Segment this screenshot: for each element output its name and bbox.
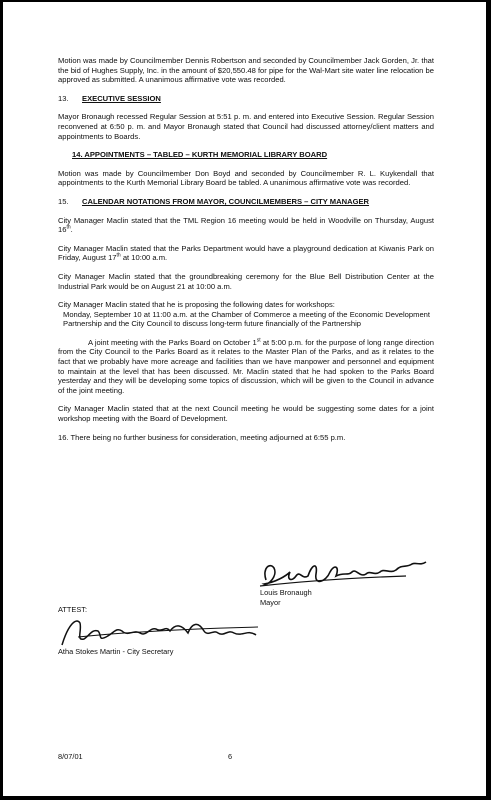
motion-hughes-paragraph: Motion was made by Councilmember Dennis Robertson and seconded by Councilmember Jack Gorden, Jr. that the bid of Hughes Supply, Inc. in the amount of $20,550.48 for pipe for the Wal-Mart site water line relocation be approved as submitted. A unanimous affirmative vote was recorded. [58,56,434,85]
item-13-title: EXECUTIVE SESSION [82,93,161,103]
attest-label: ATTEST: [58,605,88,614]
tml-text: City Manager Maclin stated that the TML Region 16 meeting would be held in Woodville on Thursday, August 16 [58,215,434,235]
parks-end: at 10:00 a.m. [120,253,168,263]
next-meeting-paragraph: City Manager Maclin stated that at the next Council meeting he would be suggesting some dates for a joint workshop meeting with the Board of Development. [58,404,434,424]
secretary-line: Atha Stokes Martin - City Secretary [58,647,174,656]
item-15-title: CALENDAR NOTATIONS FROM MAYOR, COUNCILMEMBERS – CITY MANAGER [82,196,370,206]
footer-date: 8/07/01 [58,752,83,761]
tml-sup: th [66,224,71,231]
footer-page-number: 6 [228,752,233,761]
document-body [58,56,434,451]
item-13-number: 13. [58,93,69,103]
parks-text: City Manager Maclin stated that the Parks Department would have a playground dedication at Kiwanis Park on Friday, August 17 [58,243,434,263]
scan-border-right [486,0,491,800]
joint-text-b: at 5:00 p.m. for the purpose of long range direction from the City Council to the Parks Board as it relates to the Master Plan of the Parks, and as it relates to the fact that we probably have more acreage and facilities than we have manpower and personnel and equipment to maintain at the level that has been discussed. Mr. Maclin stated that he had spoken to the Parks Board yesterday and they will be developing some topics of discussion, which will be given to the Council in advance of the joint meeting. [58,337,434,395]
joint-sup: st [256,337,261,344]
joint-meeting-paragraph [58,338,434,396]
scan-border-top [0,0,491,2]
workshop-intro: City Manager Maclin stated that he is proposing the following dates for workshops: [58,300,335,310]
item-14-paragraph: Motion was made by Councilmember Don Boyd and seconded by Councilmember R. L. Kuykendall that appointments to the Kurth Memorial Library Board be tabled. A unanimous affirmative vote was recorded. [58,168,434,188]
item-15-number: 15. [58,196,69,206]
scan-border-left [0,0,3,800]
parks-sup: th [116,252,121,259]
item-14-title: 14. APPOINTMENTS – TABLED – KURTH MEMORIAL LIBRARY BOARD [72,150,328,160]
workshop-item: Monday, September 10 at 11:00 a.m. at the Chamber of Commerce a meeting of the Economic Development Partnership and the City Council to discuss long-term future financially of the Partnership [63,309,430,329]
item-16-paragraph: 16. There being no further business for consideration, meeting adjourned at 6:55 p.m. [58,432,346,442]
workshop-paragraph [58,300,434,329]
mayor-title: Mayor [260,598,281,607]
scan-border-bottom [0,796,491,800]
joint-text-a: A joint meeting with the Parks Board on October 1 [88,337,257,347]
mayor-name: Louis Bronaugh [260,588,312,597]
tml-paragraph [58,216,434,235]
secretary-signature [58,615,268,651]
bluebell-paragraph: City Manager Maclin stated that the groundbreaking ceremony for the Blue Bell Distribution Center at the Industrial Park would be on August 21 at 10:00 a.m. [58,271,434,291]
item-15-heading [58,197,434,207]
item-13-heading [58,94,434,104]
item-13-paragraph: Mayor Bronaugh recessed Regular Session at 5:51 p. m. and entered into Executive Session. Regular Session reconvened at 6:50 p. m. and Mayor Bronaugh stated that Council had discussed attorney/client matters and appointments to Boards. [58,112,434,141]
tml-end: . [70,225,73,235]
parks-paragraph [58,244,434,263]
